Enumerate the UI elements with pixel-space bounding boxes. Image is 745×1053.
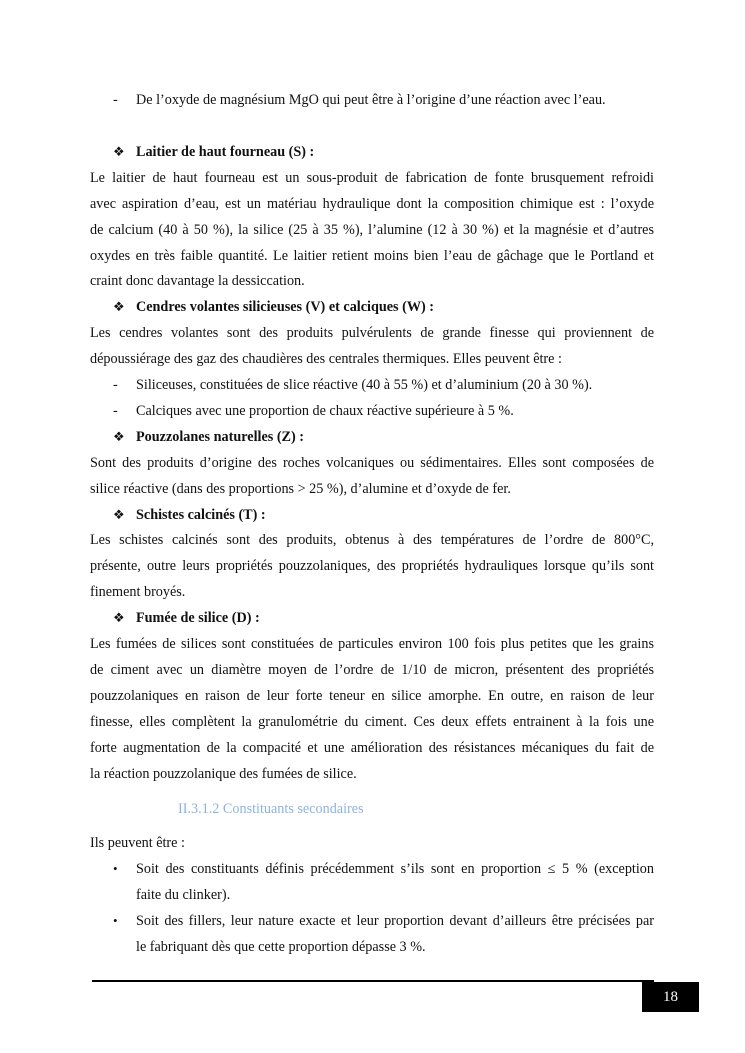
list-item: Siliceuses, constituées de slice réactive (40 à 55 %) et d’aluminium (20 à 30 %).: [136, 377, 593, 393]
bullet-icon: •: [113, 861, 118, 876]
section-heading-pouzzolanes: Pouzzolanes naturelles (Z) :: [136, 429, 304, 445]
footer-rule: [92, 980, 654, 982]
diamond-bullet-icon: ❖: [113, 144, 125, 159]
bullet-item-continuation: faite du clinker).: [136, 887, 231, 903]
list-item: Calciques avec une proportion de chaux réactive supérieure à 5 %.: [136, 403, 514, 419]
section-heading-fumee: Fumée de silice (D) :: [136, 610, 260, 626]
list-item: De l’oxyde de magnésium MgO qui peut être à l’origine d’une réaction avec l’eau.: [136, 92, 606, 108]
paragraph-line: Sont des produits d’origine des roches volcaniques ou sédimentaires. Elles sont composées de: [90, 455, 654, 471]
paragraph-line: Les cendres volantes sont des produits pulvérulents de grande finesse qui proviennent de: [90, 325, 654, 341]
paragraph-line: de ciment avec un diamètre moyen de l’ordre de 1/10 de micron, présentent des propriétés: [90, 662, 654, 678]
section-heading-schistes: Schistes calcinés (T) :: [136, 507, 266, 523]
paragraph-line: Les schistes calcinés sont des produits, obtenus à des températures de l’ordre de 800°C,: [90, 532, 654, 548]
paragraph-line: dépoussiérage des gaz des chaudières des centrales thermiques. Elles peuvent être :: [90, 351, 562, 367]
bullet-item: Soit des constituants définis précédemment s’ils sont en proportion ≤ 5 % (exception: [136, 861, 654, 877]
paragraph-line: craint donc davantage la dessiccation.: [90, 273, 305, 289]
paragraph-line: forte augmentation de la compacité et une amélioration des résistances mécaniques du fait de: [90, 740, 654, 756]
bullet-item: Soit des fillers, leur nature exacte et leur proportion devant d’ailleurs être précisées par: [136, 913, 654, 929]
dash-marker: -: [113, 377, 118, 393]
paragraph-line: pouzzolaniques en raison de leur forte teneur en silice amorphe. En outre, en raison de leur: [90, 688, 654, 704]
paragraph-line: Ils peuvent être :: [90, 835, 185, 851]
paragraph-line: de calcium (40 à 50 %), la silice (25 à 35 %), l’alumine (12 à 30 %) et la magnésie et d’autres: [90, 222, 654, 238]
paragraph-line: Les fumées de silices sont constituées de particules environ 100 fois plus petites que les grains: [90, 636, 654, 652]
dash-marker: -: [113, 92, 118, 108]
paragraph-line: oxydes en très faible quantité. Le laitier retient moins bien l’eau de gâchage que le Portland et: [90, 248, 654, 264]
section-heading-cendres: Cendres volantes silicieuses (V) et calciques (W) :: [136, 299, 435, 315]
diamond-bullet-icon: ❖: [113, 610, 125, 625]
section-heading-laitier: Laitier de haut fourneau (S) :: [136, 144, 315, 160]
diamond-bullet-icon: ❖: [113, 429, 125, 444]
bullet-item-continuation: le fabriquant dès que cette proportion dépasse 3 %.: [136, 939, 426, 955]
bullet-icon: •: [113, 913, 118, 928]
paragraph-line: finesse, elles complètent la granulométrie du ciment. Ces deux effets entrainent à la fois une: [90, 714, 654, 730]
paragraph-line: silice réactive (dans des proportions > 25 %), d’alumine et d’oxyde de fer.: [90, 481, 511, 497]
paragraph-line: la réaction pouzzolanique des fumées de silice.: [90, 766, 357, 782]
subsection-title: II.3.1.2 Constituants secondaires: [178, 801, 364, 817]
diamond-bullet-icon: ❖: [113, 507, 125, 522]
page-number: 18: [642, 982, 699, 1012]
paragraph-line: Le laitier de haut fourneau est un sous-produit de fabrication de fonte brusquement refroidi: [90, 170, 654, 186]
diamond-bullet-icon: ❖: [113, 299, 125, 314]
paragraph-line: finement broyés.: [90, 584, 186, 600]
paragraph-line: présente, outre leurs propriétés pouzzolaniques, des propriétés hydrauliques lorsque qu’ils sont: [90, 558, 654, 574]
paragraph-line: avec aspiration d’eau, est un matériau hydraulique dont la composition chimique est : l’oxyde: [90, 196, 654, 212]
dash-marker: -: [113, 403, 118, 419]
